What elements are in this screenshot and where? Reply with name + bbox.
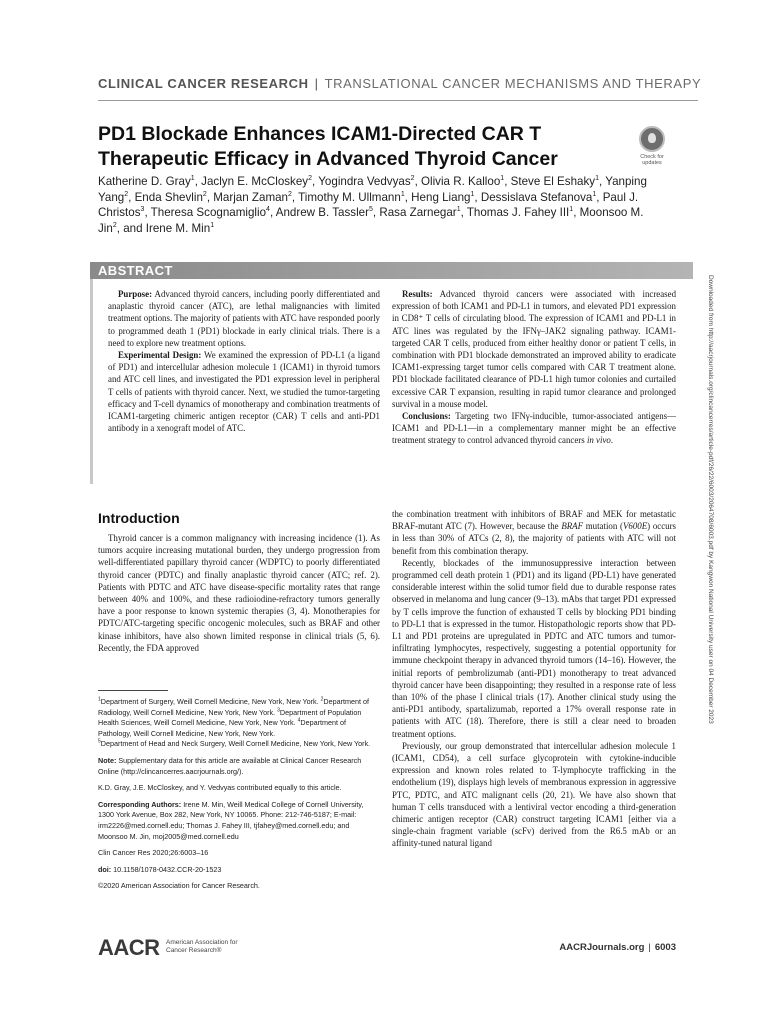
author-name[interactable]: Thomas J. Fahey III$^1$ bbox=[466, 206, 574, 219]
article-title: PD1 Blockade Enhances ICAM1-Directed CAR T Therapeutic Efficacy in Advanced Thyroid Cancer bbox=[98, 123, 558, 170]
author-name[interactable]: Jaclyn E. McCloskey$^2$ bbox=[201, 175, 313, 188]
author-affiliation-number: 2 bbox=[308, 175, 313, 183]
corr-label: Corresponding Authors: bbox=[98, 799, 182, 809]
design-label: Experimental Design: bbox=[118, 350, 202, 361]
author-affiliation-number: 2 bbox=[112, 221, 117, 229]
supplementary-note bbox=[98, 756, 380, 777]
aff1-number: 1 bbox=[98, 696, 101, 703]
affiliation-4: Department of Pathology, Weill Cornell Medicine, New York, New York. bbox=[98, 718, 346, 738]
equal-contribution: K.D. Gray, J.E. McCloskey, and Y. Vedvyas contributed equally to this article. bbox=[98, 783, 342, 793]
author-name[interactable]: Irene M. Min$^1$ bbox=[145, 221, 215, 235]
author-affiliation-number: 2 bbox=[124, 190, 129, 198]
author-affiliation-number: 2 bbox=[410, 175, 415, 183]
affiliation-1: Department of Surgery, Weill Cornell Medicine, New York, New York. bbox=[100, 697, 319, 706]
braf-italic: BRAF bbox=[561, 521, 584, 532]
design-text: We examined the expression of PD-L1 (a ligand of PD1) and intercellular adhesion molecule 1 (ICAM1) in thyroid tumors and ATC cell lines, and investigated the PD1 expression level in peripheral T cells of patients with thyroid cancer. Next, we studied the tumor-targeting efficacy and T-cell dynamics of monotherapy and combination treatments of ICAM1-targeting chimeric antigen receptor (CAR) T cells and anti-PD1 antibody in a xenograft model of ATC. bbox=[108, 350, 380, 434]
author-affiliation-number: 1 bbox=[210, 221, 215, 229]
aff3-number: 3 bbox=[277, 707, 280, 714]
results-label: Results: bbox=[402, 289, 433, 299]
intro-paragraph-2: Recently, blockades of the immunosuppressive interaction between programmed cell death protein 1 (PD1) and its ligand (PD-L1) have generated considerable interest within the solid tumor field due to durable response rates observed in melanoma and lung cancer (9–13). mAbs that target PD1 expressed by T cells improve the function of exhausted T cells by blocking PD1 binding to PD-L1 that is expressed in the tumor. Histopathologic reports show that PD-L1 and PD1 proteins are upregulated in PDTC and ATC tumors and tumor-infiltrating lymphocytes, respectively, suggesting a potential opportunity for immune checkpoint therapy in advanced thyroid tumors (14–16). However, the initial reports of pembrolizumab (anti-PD1) monotherapy to treat advanced thyroid cancer have been disappointing; they resulted in a response rate of less than 10% of the phase I clinical trials (17). Another clinical study using the anti-PD1 antibody, spartalizumab, reported a 17% overall response rate in patients with ATC (18). Therefore, there is still a clear need to broaden treatment options. bbox=[392, 557, 676, 739]
abstract-purpose bbox=[108, 288, 380, 349]
author-affiliation-number: 2 bbox=[202, 190, 207, 198]
note-text: Supplementary data for this article are available at Clinical Cancer Research Online (http://clincancerres.aacrjournals.org/). bbox=[98, 755, 362, 776]
intro-paragraph-continued bbox=[392, 508, 676, 557]
author-name[interactable]: Enda Shevlin$^2$ bbox=[134, 190, 207, 204]
aacr-logo bbox=[98, 935, 238, 961]
author-affiliation-number: 1 bbox=[456, 206, 461, 214]
conclusions-text: Targeting two IFNγ-inducible, tumor-associated antigens—ICAM1 and PD-L1—in a complementary manner might be an effective treatment strategy to control advanced thyroid cancers bbox=[392, 411, 676, 446]
aff2-number: 2 bbox=[320, 696, 324, 703]
author-name[interactable]: Paul J. Christos$^3$ bbox=[98, 190, 639, 219]
intro-text-c: ) occurs in less than 30% of ATCs (2, 8), the majority of patients with ATC will not benefit from this combination therapy. bbox=[392, 521, 677, 556]
purpose-label: Purpose: bbox=[118, 289, 153, 299]
copyright: ©2020 American Association for Cancer Research. bbox=[98, 881, 260, 891]
author-name[interactable]: Andrew B. Tassler$^5$ bbox=[275, 206, 373, 219]
author-name[interactable]: Yanping Yang$^2$ bbox=[98, 175, 647, 204]
author-name[interactable]: Moonsoo M. Jin$^2$ bbox=[98, 206, 644, 235]
aacr-logo-name: American Association for Cancer Research® bbox=[166, 939, 238, 954]
abstract-design bbox=[108, 349, 380, 434]
abstract-right-column bbox=[392, 288, 676, 447]
aff5-number: 5 bbox=[98, 738, 101, 745]
author-affiliation-number: 1 bbox=[595, 175, 599, 183]
purpose-text: Advanced thyroid cancers, including poorly differentiated and anaplastic thyroid cancer (ATC), are lethal malignancies with limited treatment options. The majority of patients with ATC have responded poorly to programmed death 1 (PD1) blockade in early clinical trials. There is a need to explore new treatment options. bbox=[108, 289, 380, 348]
author-affiliation-number: 4 bbox=[266, 206, 270, 214]
abstract-edge bbox=[90, 279, 93, 484]
intro-left-column bbox=[98, 532, 380, 654]
aff4-number: 4 bbox=[297, 717, 301, 724]
download-side-note: Downloaded from http://aacrjournals.org/clincancerres/article-pdf/26/22/6003/2064708/6003.pdf by Kangwon National University user on 04 December 2023 bbox=[707, 275, 714, 724]
author-name[interactable]: Steve El Eshaky$^1$ bbox=[510, 175, 599, 188]
v600e-italic: V600E bbox=[623, 521, 648, 532]
author-name[interactable]: Timothy M. Ullmann$^1$ bbox=[298, 190, 405, 204]
author-name[interactable]: Yogindra Vedvyas$^2$ bbox=[318, 175, 415, 188]
crossmark-icon bbox=[639, 126, 665, 152]
corr-text: Irene M. Min, Weill Medical College of Cornell University, 1300 York Avenue, Box 282, New York, NY 10065. Phone: 212-746-5187; E-mail: irm2226@med.cornell.edu; Thomas J. Fahey III, tjfahey@med.cornell.edu; and Moonsoo M. Jin, moj2005@med.cornell.edu bbox=[98, 799, 364, 841]
author-affiliation-number: 5 bbox=[368, 206, 373, 214]
footnotes bbox=[98, 697, 380, 898]
abstract-left-column bbox=[108, 288, 380, 434]
doi bbox=[98, 865, 380, 876]
affiliations bbox=[98, 697, 380, 750]
footer-right bbox=[480, 942, 676, 953]
aacr-logo-mark: AACR bbox=[98, 935, 160, 960]
results-text: Advanced thyroid cancers were associated with increased expression of both ICAM1 and PD-L1 in tumors, and elevated PD1 expression in CD8⁺ T cells of circulating blood. The expression of ICAM1 and PD-L1 in ATC lines was regulated by the IFNγ–JAK2 signaling pathway. ICAM1-targeted CAR T cells, produced from either healthy donor or patient T cells, in combination with PD1 blockade demonstrated an improved ability to eradicate ICAM1-expressing target tumor cells compared with CAR T treatment alone. PD1 blockade facilitated clearance of PD-L1 high tumor colonies and curtailed excessive CAR T expansion, resulting in rapid tumor clearance and prolonged survival in a mouse model. bbox=[392, 289, 677, 409]
journal-name: CLINICAL CANCER RESEARCH bbox=[98, 76, 309, 91]
header-rule bbox=[98, 100, 698, 101]
author-name[interactable]: Marjan Zaman$^2$ bbox=[213, 190, 292, 204]
abstract-banner bbox=[90, 262, 693, 279]
author-affiliation-number: 2 bbox=[288, 190, 292, 198]
author-list: Katherine D. Gray$^1$, Jaclyn E. McCloskey$^2$, Yogindra Vedvyas$^2$, Olivia R. Kalloo$^1$, Steve El Eshaky$^1$, Yanping Yang$^2$, Enda Shevlin$^2$, Marjan Zaman$^2$, Timothy M. Ullmann$^1$, Heng Liang$^1$, Dessislava Stefanova$^1$, Paul J. Christos$^3$, Theresa Scognamiglio$^4$, Andrew B. Tassler$^5$, Rasa Zarnegar$^1$, Thomas J. Fahey III$^1$, Moonsoo M. Jin$^2$, and Irene M. Min$^1$ bbox=[98, 175, 647, 235]
abstract-heading: ABSTRACT bbox=[98, 263, 173, 278]
footnote-rule bbox=[98, 690, 168, 691]
conclusions-label: Conclusions: bbox=[402, 411, 451, 422]
introduction-heading: Introduction bbox=[98, 510, 180, 526]
author-name[interactable]: Dessislava Stefanova$^1$ bbox=[480, 190, 597, 204]
author-affiliation-number: 3 bbox=[140, 206, 145, 214]
author-name[interactable]: Heng Liang$^1$ bbox=[411, 190, 475, 204]
note-label: Note: bbox=[98, 755, 117, 765]
affiliation-2: Department of Radiology, Weill Cornell Medicine, New York, New York. bbox=[98, 697, 369, 717]
doi-link[interactable]: 10.1158/1078-0432.CCR-20-1523 bbox=[113, 864, 222, 874]
doi-label: doi: bbox=[98, 864, 112, 874]
author-affiliation-number: 1 bbox=[190, 175, 195, 183]
journal-header bbox=[98, 76, 702, 91]
journal-website[interactable]: AACRJournals.org bbox=[559, 942, 645, 953]
affiliation-3: Department of Population Health Sciences, Weill Cornell Medicine, New York, New York. bbox=[98, 707, 362, 728]
author-affiliation-number: 1 bbox=[400, 190, 405, 198]
conclusions-end: . bbox=[610, 435, 614, 446]
header-separator: | bbox=[314, 76, 319, 91]
intro-right-column bbox=[392, 508, 676, 850]
intro-paragraph-1: Thyroid cancer is a common malignancy with increasing incidence (1). As tumors acquire increasing mutational burden, they undergo progression from well-differentiated papillary thyroid cancer (WDPTC) to poorly differentiated thyroid cancer (PDTC) and finally anaplastic thyroid cancer (ATC; ref. 2). Patients with PDTC and ATC have disease-specific mortality rates that range between 40% and 100%, and these radioiodine-refractory tumors generally have a poor response to known systemic therapies (3, 4). Monotherapies for PDTC/ATC-targeting specific oncogenic molecules, such as BRAF and other kinase inhibitors, have also shown limited response in clinical trials (5, 6). Recently, the FDA approved bbox=[98, 533, 380, 653]
author-name[interactable]: Olivia R. Kalloo$^1$ bbox=[421, 175, 505, 188]
author-affiliation-number: 1 bbox=[569, 206, 574, 214]
check-for-updates-badge[interactable] bbox=[632, 126, 672, 166]
intro-text-a: the combination treatment with inhibitors of BRAF and MEK for metastatic BRAF-mutant ATC (7). However, because the bbox=[392, 509, 676, 532]
footer-separator: | bbox=[648, 942, 651, 953]
author-name[interactable]: Theresa Scognamiglio$^4$ bbox=[150, 206, 270, 219]
abstract-conclusions bbox=[392, 410, 676, 447]
page-number: 6003 bbox=[654, 942, 676, 953]
author-name[interactable]: Rasa Zarnegar$^1$ bbox=[379, 206, 461, 219]
author-affiliation-number: 1 bbox=[470, 190, 475, 198]
abstract-results bbox=[392, 288, 676, 410]
intro-text-b: mutation ( bbox=[585, 521, 623, 532]
citation: Clin Cancer Res 2020;26:6003–16 bbox=[98, 848, 209, 858]
intro-paragraph-3: Previously, our group demonstrated that intercellular adhesion molecule 1 (ICAM1, CD54), a cell surface glycoprotein with cytokine-inducible expression and known roles related to T-lymphocyte trafficking in the endothelium (19), displays high levels of membranous expression in aggressive PTC, PDTC, and ATC malignant cells (20, 21). We have also shown that human T cells transduced with a lentiviral vector encoding a third-generation chimeric antigen receptor (CAR) construct targeting ICAM1 [either via a single-chain fragment variable (scFv) derived from the R6.5 mAb or an affinity-tuned natural ligand bbox=[392, 740, 676, 849]
badge-text: Check for updates bbox=[640, 154, 664, 166]
author-name[interactable]: Katherine D. Gray$^1$ bbox=[98, 175, 195, 188]
author-affiliation-number: 1 bbox=[500, 175, 505, 183]
corresponding-authors bbox=[98, 800, 380, 842]
conclusions-italic: in vivo bbox=[586, 435, 611, 446]
author-affiliation-number: 1 bbox=[592, 190, 597, 198]
journal-section: TRANSLATIONAL CANCER MECHANISMS AND THERAPY bbox=[324, 76, 702, 91]
affiliation-5: Department of Head and Neck Surgery, Weill Cornell Medicine, New York, New York. bbox=[100, 739, 371, 749]
